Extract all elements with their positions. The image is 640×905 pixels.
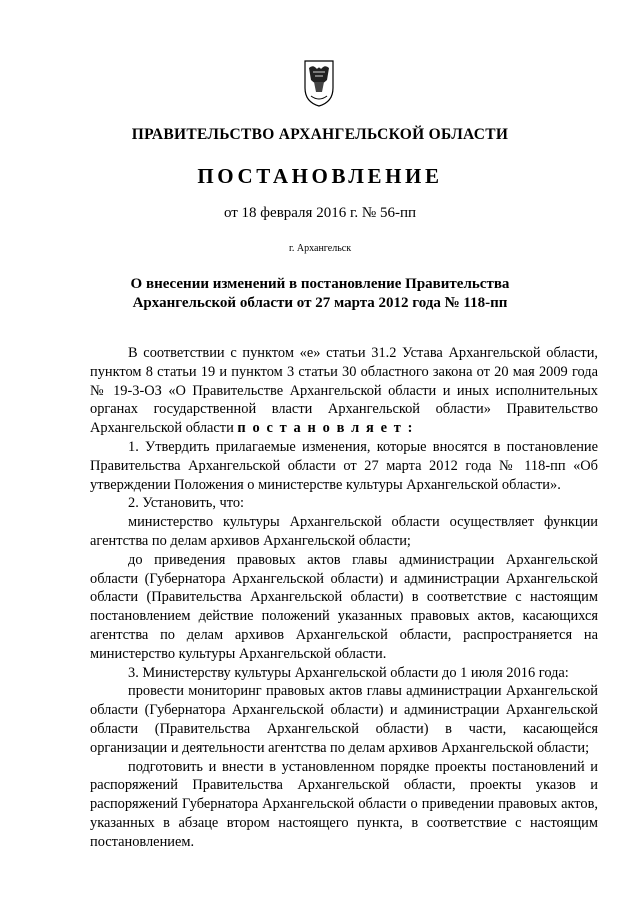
document-date-number: от 18 февраля 2016 г. № 56-пп	[223, 205, 417, 221]
paragraph-3b: подготовить и внести в установленном порядке проекты постановлений и распоряжений Правительства Архангельской области, проекты указов и распоряжений Губернатора Архангельской области о приведении правовых актов, указанных в абзаце втором настоящего пункта, в соответствие с настоящим постановлением.	[90, 758, 598, 850]
paragraph-3a: провести мониторинг правовых актов главы администрации Архангельской области (Губернатора Архангельской области) и администрации Архангельской области (Правительства Архангельской области) в части, касающейся организации и деятельности агентства по делам архивов Архангельской области;	[90, 683, 598, 756]
document-type-heading: ПОСТАНОВЛЕНИЕ	[197, 164, 443, 188]
decree-word: п о с т а н о в л я е т :	[237, 420, 415, 437]
subject-line-1: О внесении изменений в постановление Правительства	[130, 276, 510, 292]
subject-line-2: Архангельской области от 27 марта 2012 года № 118-пп	[132, 295, 508, 311]
paragraph-2b: до приведения правовых актов главы администрации Архангельской области (Губернатора Архангельской области) и администрации Архангельской области (Правительства Архангельской области) в соответствие с настоящим постановлением действие положений указанных правовых актов, касающихся агентства по делам архивов Архангельской области, распространяется на министерство культуры Архангельской области.	[90, 551, 598, 662]
coat-of-arms-emblem	[302, 58, 336, 108]
paragraph-1: 1. Утвердить прилагаемые изменения, которые вносятся в постановление Правительства Архангельской области от 27 марта 2012 года № 118-пп «Об утверждении Положения о министерстве культуры Архангельской области».	[90, 438, 598, 493]
government-title: ПРАВИТЕЛЬСТВО АРХАНГЕЛЬСКОЙ ОБЛАСТИ	[131, 126, 509, 143]
preamble-paragraph	[90, 344, 598, 438]
document-subject	[0, 275, 640, 313]
paragraph-3: 3. Министерству культуры Архангельской области до 1 июля 2016 года:	[128, 664, 569, 681]
paragraph-2: 2. Установить, что:	[128, 495, 245, 512]
document-city: г. Архангельск	[288, 243, 352, 254]
preamble-text: В соответствии с пунктом «е» статьи 31.2 Устава Архангельской области, пунктом 8 статьи 19 и пунктом 3 статьи 30 областного закона от 20 мая 2009 года № 19-3-ОЗ «О Правительстве Архангельской области и иных исполнительных органах государственной власти Архангельской области» Правительство Архангельской области	[90, 345, 598, 437]
paragraph-2a: министерство культуры Архангельской области осуществляет функции агентства по делам архивов Архангельской области;	[90, 514, 598, 549]
document-body	[90, 344, 598, 852]
